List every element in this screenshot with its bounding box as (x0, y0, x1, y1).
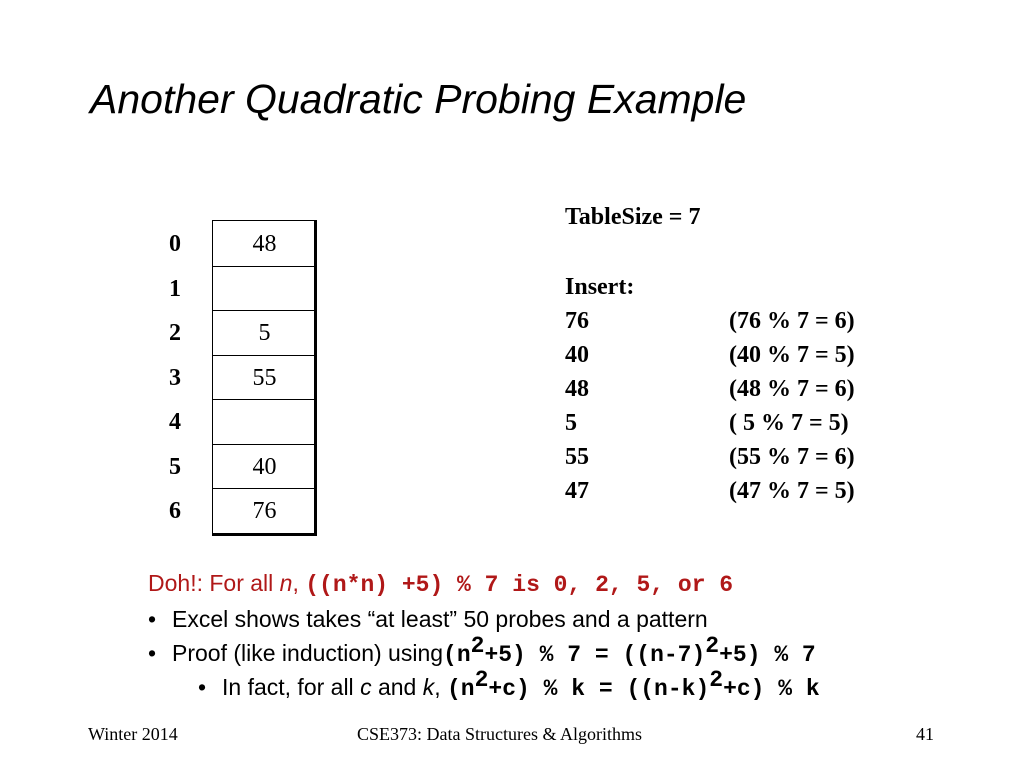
slide-title: Another Quadratic Probing Example (90, 76, 747, 122)
insert-key: 76 (565, 308, 589, 334)
insert-key: 5 (565, 410, 577, 436)
insert-calc: (40 % 7 = 5) (729, 342, 855, 368)
doh-var-n: n (279, 570, 293, 596)
insert-key: 47 (565, 478, 589, 504)
var-c: c (360, 674, 372, 700)
insert-item (565, 478, 905, 508)
bullet-dot: • (148, 606, 157, 632)
bullet-proof (148, 633, 816, 668)
bullet-in-fact (198, 667, 820, 702)
doh-prefix: Doh!: For all (148, 570, 280, 596)
insert-key: 48 (565, 376, 589, 402)
insert-key: 55 (565, 444, 589, 470)
insert-item (565, 308, 905, 338)
table-cell-value: 55 (252, 364, 277, 391)
bullet-text: In fact, for all (222, 674, 361, 700)
bullet-text: Excel shows takes “at least” 50 probes and a pattern (172, 606, 708, 632)
doh-code: ((n*n) +5) % 7 is 0, 2, 5, or 6 (305, 572, 734, 598)
insert-item (565, 444, 905, 474)
table-cell-value: 76 (252, 498, 277, 524)
table-index: 1 (169, 275, 181, 302)
bullet-text: and (371, 674, 423, 700)
table-cell-value: 5 (258, 320, 271, 346)
table-index: 4 (169, 409, 181, 435)
footer-page-number: 41 (916, 724, 934, 744)
bullet-dot: • (148, 640, 157, 666)
proof-code: +5) % 7 (719, 642, 816, 668)
table-row (150, 222, 320, 267)
insert-item (565, 342, 905, 372)
table-row (150, 400, 320, 445)
table-cell-value: 40 (252, 453, 277, 480)
table-row (150, 489, 320, 534)
proof-code: +5) % 7 = ((n-7) (484, 642, 706, 668)
insert-item (565, 376, 905, 406)
general-sup: 2 (474, 667, 489, 693)
general-code: +c) % k (723, 676, 820, 702)
table-cell-value (214, 400, 315, 445)
insert-calc: (48 % 7 = 6) (729, 376, 855, 402)
insert-label: Insert: (565, 274, 635, 300)
doh-statement (148, 570, 733, 598)
insert-item (565, 410, 905, 440)
insert-calc: ( 5 % 7 = 5) (729, 410, 849, 436)
proof-sup: 2 (705, 633, 720, 659)
bullet-dot: • (198, 674, 207, 700)
table-index: 0 (169, 231, 181, 257)
table-row (150, 267, 320, 312)
table-index: 2 (169, 320, 181, 346)
doh-comma: , (292, 570, 306, 596)
insert-key: 40 (565, 342, 589, 368)
bullet-excel (148, 606, 708, 633)
insert-calc: (47 % 7 = 5) (729, 478, 855, 504)
insert-calc: (76 % 7 = 6) (729, 308, 855, 334)
table-index: 6 (169, 498, 181, 524)
footer-term: Winter 2014 (88, 724, 178, 744)
table-cell-value (214, 267, 315, 312)
proof-sup: 2 (470, 633, 485, 659)
var-k: k (422, 674, 435, 700)
general-code: (n (447, 676, 475, 702)
table-row (150, 311, 320, 356)
table-cell-value: 48 (252, 231, 277, 257)
proof-code: (n (443, 642, 471, 668)
bullet-text: Proof (like induction) using (172, 640, 444, 666)
table-row (150, 445, 320, 490)
table-index: 3 (169, 364, 181, 391)
general-code: +c) % k = ((n-k) (488, 676, 710, 702)
general-sup: 2 (709, 667, 724, 693)
table-size-label: TableSize = 7 (565, 204, 701, 230)
bullet-text: , (434, 674, 447, 700)
table-index: 5 (169, 453, 181, 480)
table-row (150, 356, 320, 401)
footer-course: CSE373: Data Structures & Algorithms (357, 724, 642, 744)
insert-calc: (55 % 7 = 6) (729, 444, 855, 470)
